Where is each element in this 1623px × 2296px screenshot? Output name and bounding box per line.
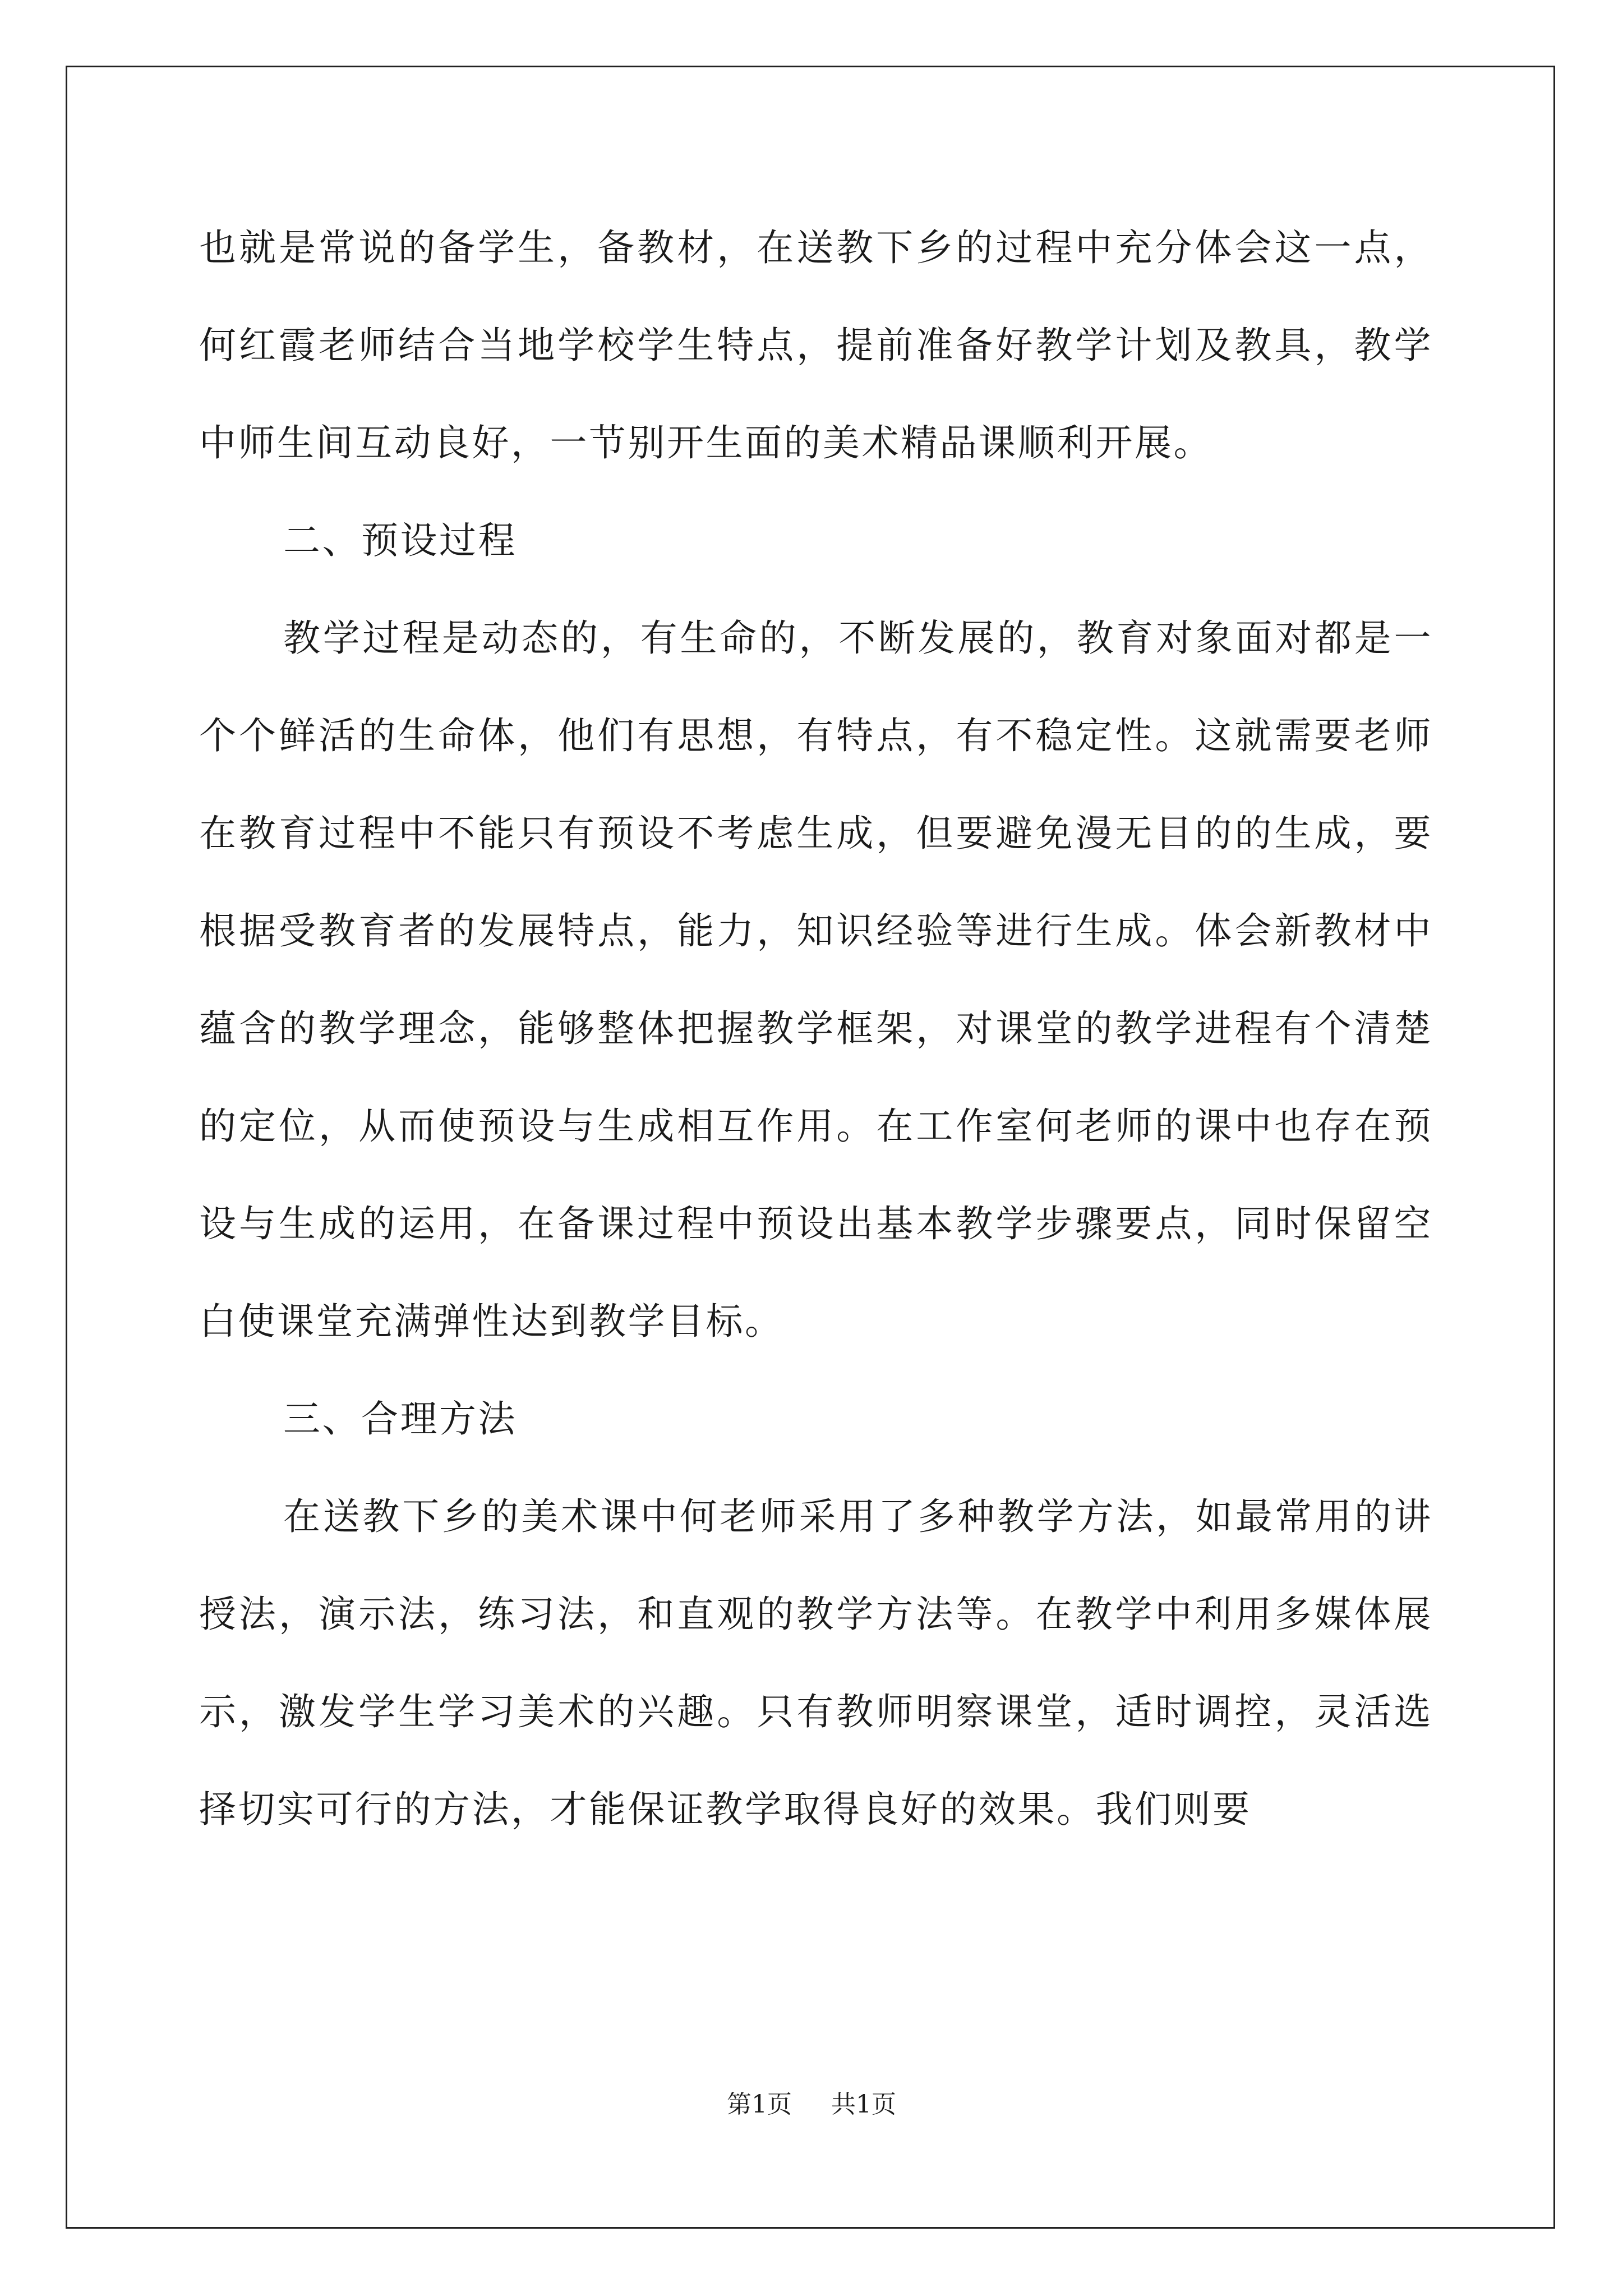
paragraph-preset-process: 教学过程是动态的，有生命的，不断发展的，教育对象面对都是一个个鲜活的生命体，他们有思想，有特点，有不稳定性。这就需要老师在教育过程中不能只有预设不考虑生成，但要避免漫无目的的生成，要根据受教育者的发展特点，能力，知识经验等进行生成。体会新教材中蕴含的教学理念，能够整体把握教学框架，对课堂的教学进程有个清楚的定位，从而使预设与生成相互作用。在工作室何老师的课中也存在预设与生成的运用，在备课过程中预设出基本教学步骤要点，同时保留空白使课堂充满弹性达到教学目标。	[199, 616, 1433, 1343]
paragraph-continued: 也就是常说的备学生，备教材，在送教下乡的过程中充分体会这一点，何红霞老师结合当地学校学生特点，提前准备好教学计划及教具，教学中师生间互动良好，一节别开生面的美术精品课顺利开展。	[199, 226, 1433, 464]
paragraph-methods: 在送教下乡的美术课中何老师采用了多种教学方法，如最常用的讲授法，演示法，练习法，和直观的教学方法等。在教学中利用多媒体展示，激发学生学习美术的兴趣。只有教师明察课堂，适时调控，灵活选择切实可行的方法，才能保证教学取得良好的效果。我们则要	[199, 1495, 1433, 1831]
page-footer	[0, 2088, 1623, 2122]
section-heading-2: 二、预设过程	[283, 519, 517, 562]
section-heading-3: 三、合理方法	[283, 1397, 517, 1441]
document-body	[199, 199, 1433, 1858]
page-number: 第1页	[727, 2090, 792, 2119]
page-total: 共1页	[831, 2090, 896, 2119]
